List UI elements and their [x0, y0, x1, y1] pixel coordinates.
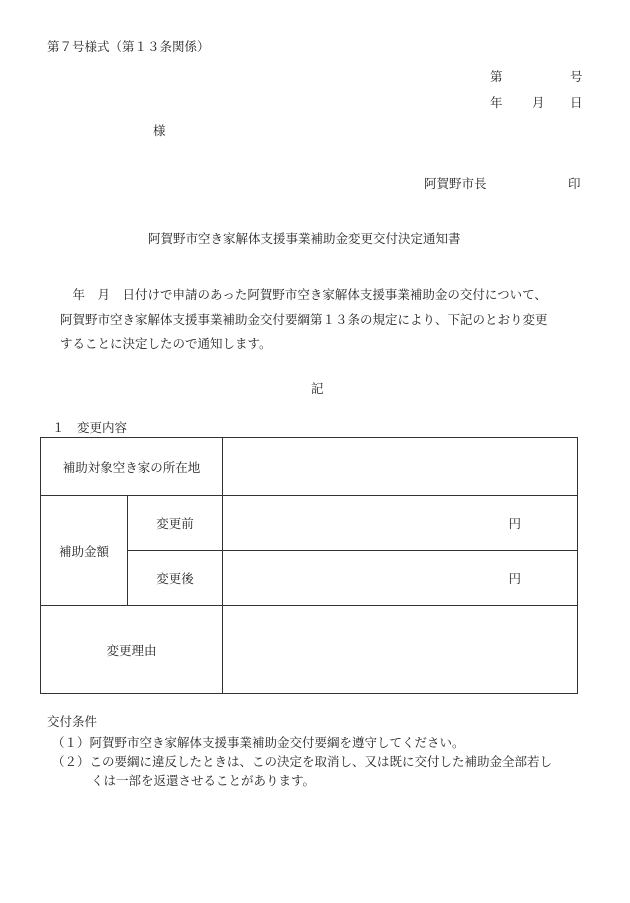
conditions-heading: 交付条件: [47, 714, 98, 729]
property-location-label: 補助対象空き家の所在地: [41, 438, 223, 496]
change-reason-value[interactable]: [223, 606, 578, 694]
condition-item-2-continued: くは一部を返還させることがあります。: [91, 773, 316, 788]
document-number-suffix: 号: [570, 69, 583, 84]
document-title: 阿賀野市空き家解体支援事業補助金変更交付決定通知書: [148, 231, 461, 246]
form-number: 第７号様式（第１３条関係）: [47, 39, 210, 54]
body-line: することに決定したので通知します。: [60, 336, 272, 351]
issuer-name: 阿賀野市長: [424, 176, 487, 191]
date-day: 日: [570, 95, 583, 110]
after-change-label: 変更後: [128, 551, 223, 606]
body-line: 阿賀野市空き家解体支援事業補助金交付要綱第１３条の規定により、下記のとおり変更: [60, 311, 548, 327]
seal-mark: 印: [568, 176, 581, 191]
ki-heading: 記: [311, 381, 324, 396]
after-change-amount[interactable]: 円: [223, 551, 578, 606]
change-reason-label: 変更理由: [41, 606, 223, 694]
before-change-label: 変更前: [128, 496, 223, 551]
section-change-details: １ 変更内容: [52, 420, 128, 435]
condition-item-2: （２）この要綱に違反したときは、この決定を取消し、又は既に交付した補助金全部若し: [52, 754, 553, 769]
body-line: 年 月 日付けで申請のあった阿賀野市空き家解体支援事業補助金の交付について、: [60, 287, 547, 302]
document-number-prefix: 第: [490, 69, 503, 84]
condition-item-1: （１）阿賀野市空き家解体支援事業補助金交付要綱を遵守してください。: [52, 735, 465, 750]
date-year: 年: [490, 95, 503, 110]
change-table: [40, 437, 578, 694]
before-change-amount[interactable]: 円: [223, 496, 578, 551]
addressee-honorific: 様: [153, 123, 166, 138]
notice-body: [60, 283, 590, 357]
property-location-value[interactable]: [223, 438, 578, 496]
date-month: 月: [532, 95, 545, 110]
subsidy-amount-label: 補助金額: [41, 496, 128, 606]
